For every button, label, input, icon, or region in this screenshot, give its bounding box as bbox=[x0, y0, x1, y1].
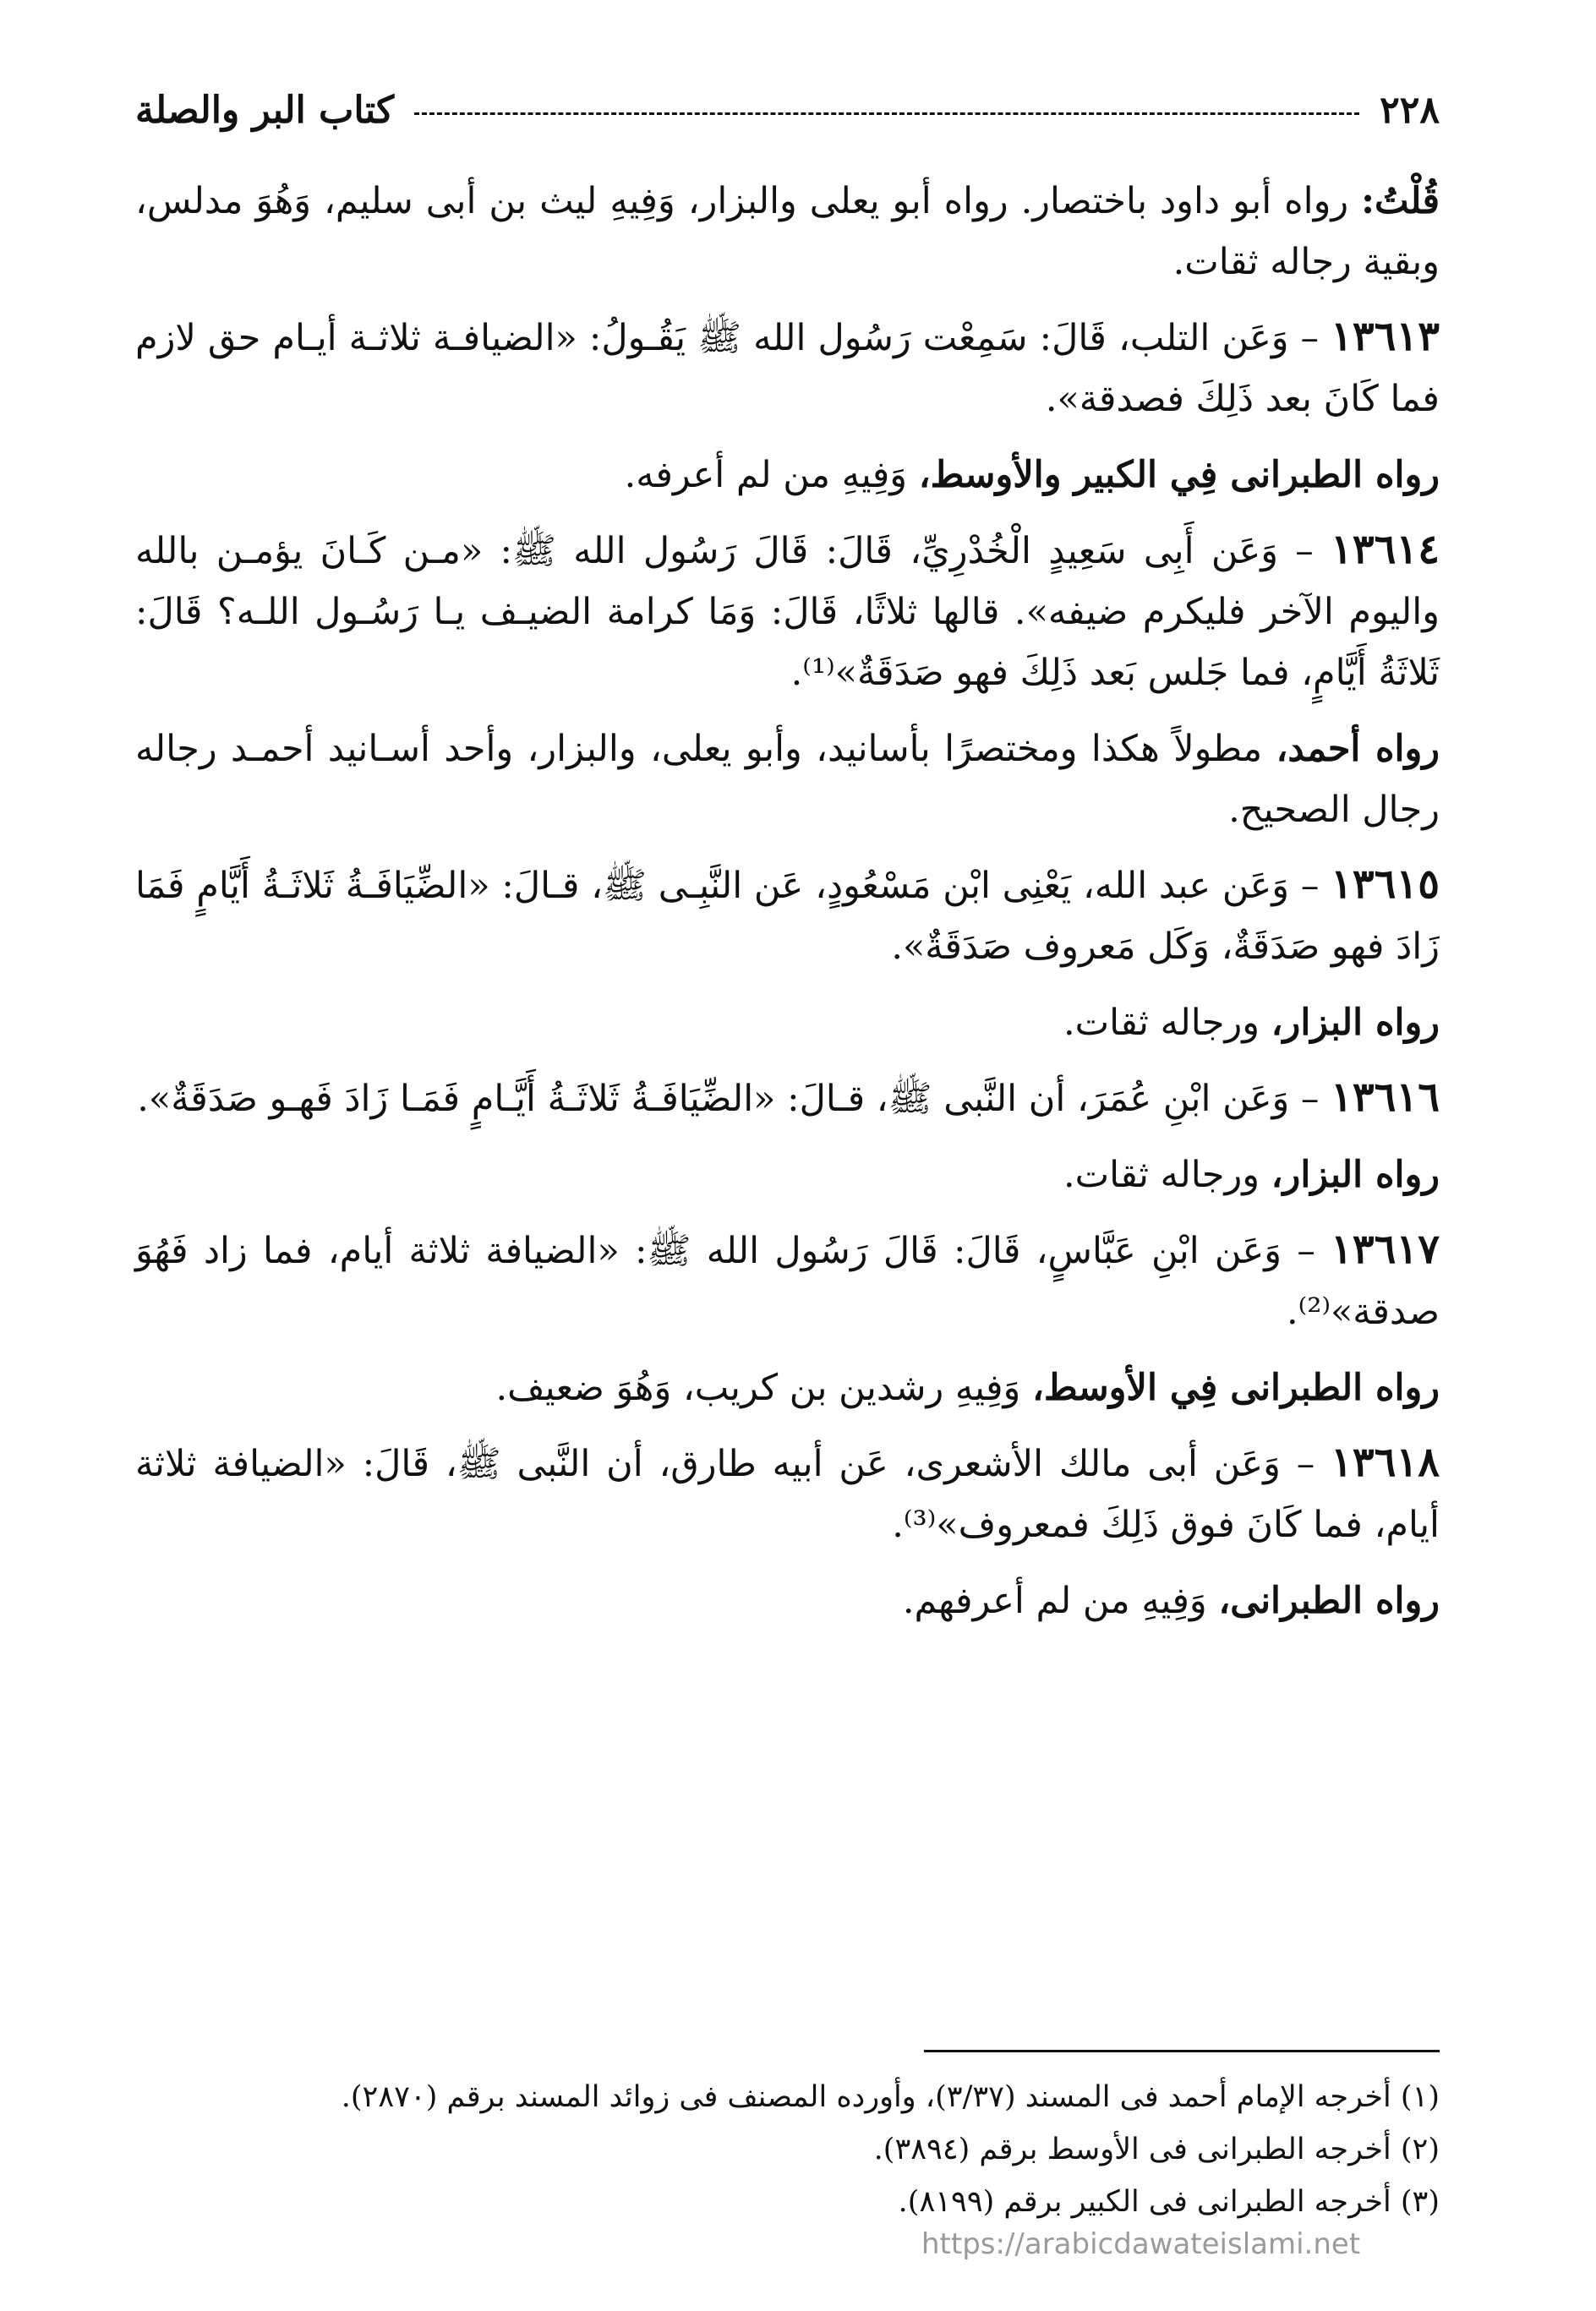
block-lead: رواه الطبرانى فِي الأوسط، bbox=[1031, 1367, 1440, 1409]
text-block bbox=[135, 1067, 1440, 1129]
text-block bbox=[135, 306, 1440, 429]
chapter-title: كتاب البر والصلة bbox=[135, 88, 395, 132]
text-block bbox=[135, 1143, 1440, 1205]
text-block bbox=[135, 1569, 1440, 1631]
block-lead: رواه الطبرانى فِي الكبير والأوسط، bbox=[918, 454, 1440, 496]
block-lead: رواه البزار، bbox=[1271, 1002, 1440, 1044]
hadith-number: ١٣٦١٥ bbox=[1331, 860, 1440, 908]
block-text: وَفِيهِ من لم أعرفهم. bbox=[902, 1580, 1207, 1622]
block-text: ورجاله ثقات. bbox=[1063, 1154, 1260, 1196]
text-block bbox=[135, 1432, 1440, 1555]
block-text: – وَعَن ابْنِ عُمَرَ، أن النَّبى ﷺ، قـالَ: «الضِّيَافَـةُ ثَلاثَـةُ أَيَّـامٍ فَمَـا زَادَ فَهـو صَدَقَةٌ». bbox=[137, 1078, 1320, 1120]
block-text: رواه أبو داود باختصار. رواه أبو يعلى والبزار، وَفِيهِ ليث بن أبى سليم، وَهُوَ مدلس، وبقية رجاله ثقات. bbox=[135, 180, 1440, 283]
footnote-divider bbox=[924, 2050, 1440, 2052]
block-text: ورجاله ثقات. bbox=[1063, 1002, 1260, 1044]
block-text: – وَعَن ابْنِ عَبَّاسٍ، قَالَ: قَالَ رَسُول الله ﷺ: «الضيافة ثلاثة أيام، فما زاد فَهُوَ صدقة»⁽²⁾. bbox=[135, 1230, 1440, 1333]
text-block bbox=[135, 854, 1440, 977]
footnote: (١) أخرجه الإمام أحمد فى المسند (٣/٣٧)، وأورده المصنف فى زوائد المسند برقم (٢٨٧٠). bbox=[341, 2080, 1440, 2114]
page-number: ٢٢٨ bbox=[1380, 88, 1440, 132]
running-header bbox=[135, 80, 1440, 139]
block-lead: قُلْتُ: bbox=[1361, 180, 1440, 222]
watermark-url: https://arabicdawateislami.net bbox=[921, 2227, 1361, 2261]
block-text: – وَعَن التلب، قَالَ: سَمِعْت رَسُول الله ﷺ يَقُـولُ: «الضيافـة ثلاثـة أيـام حق لازم فما كَانَ بعد ذَلِكَ فصدقة». bbox=[135, 317, 1440, 420]
main-text bbox=[135, 169, 1440, 1645]
block-text: – وَعَن عبد الله، يَعْنِى ابْن مَسْعُودٍ، عَن النَّبِـى ﷺ، قـالَ: «الضِّيَافَـةُ ثَلاثَـةُ أَيَّامٍ فَمَا زَادَ فهو صَدَقَةٌ، وَكَل مَعروف صَدَقَةٌ». bbox=[135, 865, 1440, 968]
footnotes bbox=[135, 2071, 1440, 2228]
hadith-number: ١٣٦١٧ bbox=[1331, 1226, 1440, 1273]
block-lead: رواه أحمد، bbox=[1276, 728, 1440, 770]
text-block bbox=[135, 717, 1440, 840]
hadith-number: ١٣٦١٣ bbox=[1331, 313, 1440, 360]
hadith-number: ١٣٦١٨ bbox=[1331, 1439, 1440, 1486]
hadith-number: ١٣٦١٦ bbox=[1331, 1074, 1440, 1121]
header-dash-rule bbox=[414, 112, 1359, 115]
text-block bbox=[135, 1356, 1440, 1418]
hadith-number: ١٣٦١٤ bbox=[1331, 526, 1440, 573]
block-text: – وَعَن أبى مالك الأشعرى، عَن أبيه طارق، أن النَّبى ﷺ، قَالَ: «الضيافة ثلاثة أيام، فما كَانَ فوق ذَلِكَ فمعروف»⁽³⁾. bbox=[135, 1443, 1440, 1546]
block-lead: رواه الطبرانى، bbox=[1218, 1580, 1440, 1622]
footnote: (٢) أخرجه الطبرانى فى الأوسط برقم (٣٨٩٤). bbox=[873, 2133, 1440, 2166]
block-text: – وَعَن أَبِى سَعِيدٍ الْخُدْرِيِّ، قَالَ: قَالَ رَسُول الله ﷺ: «مـن كَـانَ يؤمـن بالله واليوم الآخر فليكرم ضيفه». قالها ثلاثًا، قَالَ: وَمَا كرامة الضيـف يـا رَسُـول اللـه؟ قَالَ: ثَلاثَةُ أَيَّامٍ، فما جَلس بَعد ذَلِكَ فهو صَدَقَةٌ»⁽¹⁾. bbox=[135, 530, 1440, 694]
text-block bbox=[135, 519, 1440, 703]
text-block bbox=[135, 1219, 1440, 1342]
text-block bbox=[135, 443, 1440, 505]
footnote: (٣) أخرجه الطبرانى فى الكبير برقم (٨١٩٩). bbox=[898, 2185, 1440, 2219]
text-block bbox=[135, 169, 1440, 292]
block-text: وَفِيهِ من لم أعرفه. bbox=[624, 454, 908, 496]
block-text: مطولاً هكذا ومختصرًا بأسانيد، وأبو يعلى، والبزار، وأحد أسـانيد أحمـد رجاله رجال الصحيح. bbox=[135, 728, 1440, 831]
text-block bbox=[135, 991, 1440, 1053]
block-lead: رواه البزار، bbox=[1271, 1154, 1440, 1196]
block-text: وَفِيهِ رشدين بن كريب، وَهُوَ ضعيف. bbox=[495, 1367, 1021, 1409]
